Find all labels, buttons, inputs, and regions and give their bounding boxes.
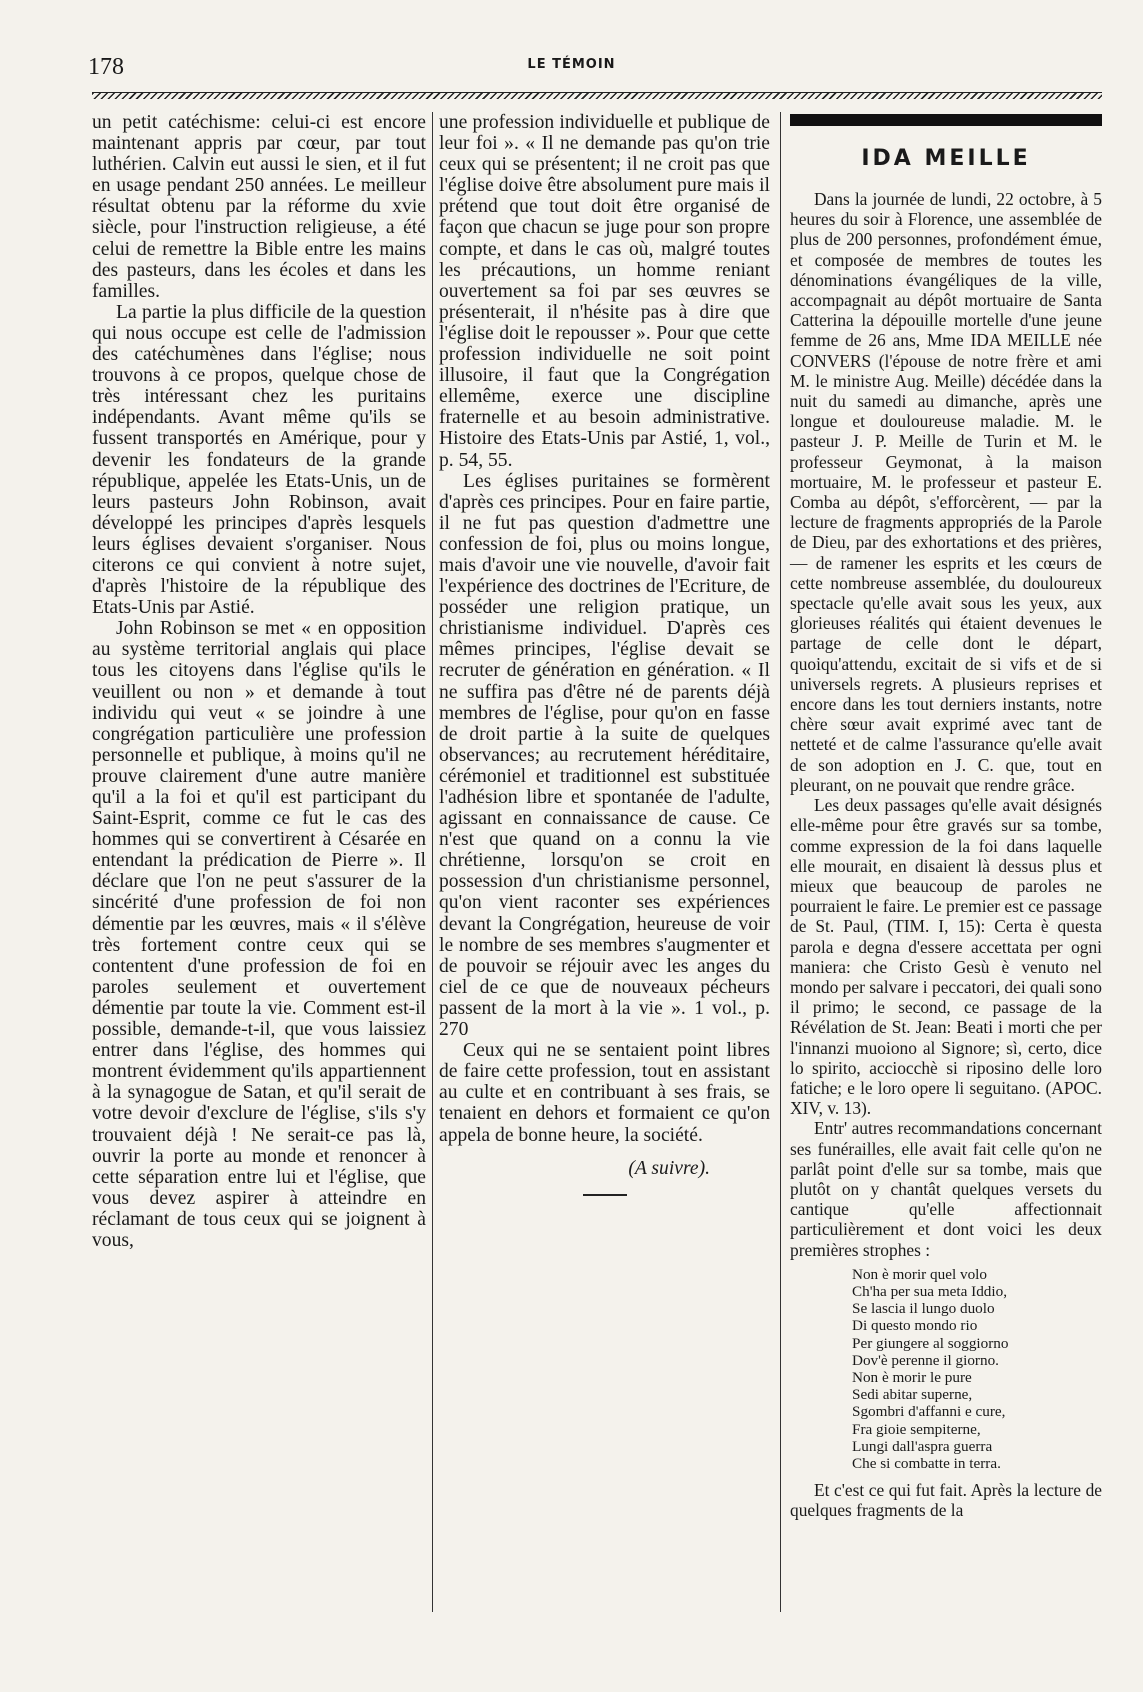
column-divider [432, 112, 433, 1612]
paragraph: Les deux passages qu'elle avait désignés elle-même pour être gravés sur sa tombe, comme expression de la foi dans laquelle elle mourait, en disaient là dessus plus et mieux que beaucoup de paroles ne pourraient le faire. Le premier est ce passage de St. Paul, (TIM. I, 15): Certa è questa parola e degna d'essere accettata per ogni maniera: che Cristo Gesù è venuto nel mondo per salvare i peccatori, dei quali sono il primo; le second, ce passage de la Révélation de St. Jean: Beati i morti che per l'innanzi muoiono al Signore; sì, certo, dice lo spirito, acciocchè si riposino delle loro fatiche; e le loro opere li seguitano. (APOC. XIV, v. 13). [790, 795, 1102, 1119]
paragraph: John Robinson se met « en opposition au système territorial anglais qui place tous les citoyens dans l'église qu'ils le veuillent ou non » et demande à tout individu qui veut « se joindre à une congrégation particulière une profession personnelle et publique, à moins qu'il ne prouve clairement d'une autre manière qu'il a la foi et qu'il est participant du Saint-Esprit, comme ce fut le cas des hommes qui se convertirent à Césarée en entendant la prédication de Pierre ». Il déclare que l'on ne peut s'assurer de la sincérité d'une profession de foi non démentie par les œuvres, mais « il s'élève très fortement contre ceux qui se contentent d'une profession de foi en paroles seulement et ouvertement démentie par toute la vie. Comment est-il possible, demande-t-il, que vous laissiez entrer dans l'église, des hommes qui montrent évidemment qu'ils appartiennent à la synagogue de Satan, et qu'il serait de votre devoir d'exclure de l'église, s'ils s'y trouvaient déjà ! Ne serait-ce pas là, ouvrir la porte au monde et renoncer à cette séparation entre lui et l'église, que vous devez aspirer à atteindre en réclamant de tous ceux qui se joignent à vous, [92, 618, 426, 1251]
page-number: 178 [88, 54, 124, 80]
obituary-title: IDA MEILLE [861, 146, 1031, 171]
poem-line: Se lascia il lungo duolo [852, 1300, 995, 1318]
mourning-bar [790, 114, 1102, 126]
header-rule [92, 92, 1102, 99]
column-1 [92, 112, 426, 1251]
column-3 [790, 112, 1102, 1521]
to-be-continued: (A suivre). [628, 1157, 710, 1179]
paragraph: Ceux qui ne se sentaient point libres de faire cette profession, tout en assistant au culte et en contribuant à ses frais, se tenaient en dehors et formaient ce qu'on appela de bonne heure, la société. [439, 1040, 770, 1146]
paragraph: Les églises puritaines se formèrent d'après ces principes. Pour en faire partie, il ne fut pas question d'admettre une confession de foi, plus ou moins longue, mais d'avoir une vie nouvelle, d'avoir fait l'expérience des doctrines de l'Ecriture, de posséder une religion pratique, un christianisme individuel. D'après ces mêmes principes, l'église devait se recruter de génération en génération. « Il ne suffira pas d'être né de parents déjà membres de l'église, pour qu'on en fasse de droit partie à la suite de quelques observances; au recrutement héréditaire, cérémoniel et traditionnel est substituée l'adhésion libre et spontanée de l'adulte, agissant en connaissance de cause. Ce n'est que quand on a connu la vie chrétienne, lorsqu'on se croit en possession d'un christianisme personnel, qu'on vient raconter ses expériences devant la Congrégation, heureuse de voir le nombre de ses membres s'augmenter et de pouvoir se réjouir avec les anges du ciel de ce que de nouveaux pécheurs passent de la mort à la vie ». 1 vol., p. 270 [439, 470, 770, 1041]
stanza [852, 1369, 1102, 1472]
poem-line: Dov'è perenne il giorno. [852, 1351, 999, 1369]
end-rule [583, 1194, 627, 1196]
poem-line: Lungi dall'aspra guerra [852, 1437, 993, 1455]
poem-line: Non è morir quel volo [852, 1265, 987, 1283]
paragraph: un petit catéchisme: celui-ci est encore maintenant appris par cœur, par tout luthérien. Calvin eut aussi le sien, et il fut en usage pendant 250 années. Le meilleur résultat obtenu par la réforme du xvie siècle, pour l'instruction religieuse, a été celui de remettre la Bible entre les mains des pasteurs, dans les écoles et dans les familles. [92, 112, 426, 302]
column-divider [780, 112, 781, 1612]
running-head: LE TÉMOIN [527, 57, 616, 72]
poem-line: Sgombri d'affanni e cure, [852, 1403, 1006, 1421]
paragraph: une profession individuelle et publique de leur foi ». « Il ne demande pas qu'on trie ceux qui se présentent; il ne croit pas que l'église doive être absolument pure mais il prétend que tout doit être organisé de façon que chacun se juge pour son propre compte, et dans le cas où, malgré toutes les précautions, un homme reniant ouvertement sa foi par ses œuvres se présenterait, il n'hésite pas à dire que l'église doit le repousser ». Pour que cette profession individuelle ne soit point illusoire, il faut que la Congrégation ellemême, exerce une discipline fraternelle et au besoin administrative. Histoire des Etats-Unis par Astié, 1, vol., p. 54, 55. [439, 112, 770, 471]
stanza [852, 1266, 1102, 1369]
column-2 [439, 112, 770, 1196]
poem-line: Fra gioie sempiterne, [852, 1420, 981, 1438]
paragraph: Entr' autres recommandations concernant ses funérailles, elle avait fait celle qu'on ne parlât point d'elle sur sa tombe, mais que plutôt on y chantât quelques versets du cantique qu'elle affectionnait particulièrement et dont voici les deux premières strophes : [790, 1118, 1102, 1260]
poem-line: Per giungere al soggiorno [852, 1334, 1009, 1352]
poem-line: Ch'ha per sua meta Iddio, [852, 1282, 1007, 1300]
paragraph: Et c'est ce qui fut fait. Après la lecture de quelques fragments de la [790, 1480, 1102, 1521]
poem-line: Di questo mondo rio [852, 1317, 978, 1335]
poem-line: Sedi abitar superne, [852, 1386, 973, 1404]
paragraph: La partie la plus difficile de la question qui nous occupe est celle de l'admission des catéchumènes dans l'église; nous trouvons à ce propos, quelque chose de très intéressant chez les puritains indépendants. Avant même qu'ils se fussent transportés en Amérique, pour y devenir les fondateurs de la grande république, appelée les Etats-Unis, un de leurs pasteurs John Robinson, avait développé les principes d'après lesquels leurs églises devaient s'organiser. Nous citerons ce qui convient à notre sujet, d'après l'histoire de la république des Etats-Unis par Astié. [92, 301, 426, 619]
hymn-verses [852, 1266, 1102, 1472]
paragraph: Dans la journée de lundi, 22 octobre, à 5 heures du soir à Florence, une assemblée de plus de 200 personnes, profondément émue, et composée de membres de toutes les dénominations évangéliques de la ville, accompagnait au dépôt mortuaire de Santa Catterina la dépouille mortelle d'une jeune femme de 26 ans, Mme IDA MEILLE née CONVERS (l'épouse de notre frère et ami M. le ministre Aug. Meille) décédée dans la nuit du samedi au dimanche, après une longue et douloureuse maladie. M. le pasteur J. P. Meille de Turin et M. le professeur Geymonat, à la maison mortuaire, M. le professeur et pasteur E. Comba au dépôt, s'efforcèrent, — par la lecture de fragments appropriés de la Parole de Dieu, par des exhortations et des prières, — de ramener les esprits et les cœurs de cette nombreuse assemblée, du douloureux spectacle qu'elle avait sous les yeux, aux glorieuses réalités qui étaient devenues le partage de celle dont le départ, quoiqu'attendu, excitait de si vifs et de si universels regrets. A plusieurs reprises et encore dans les tout derniers instants, notre chère sœur avait exprimé avec tant de netteté et de calme l'assurance qu'elle avait de son adoption en J. C. que, tout en pleurant, on ne pouvait que rendre grâce. [790, 189, 1102, 795]
poem-line: Non è morir le pure [852, 1368, 972, 1386]
poem-line: Che si combatte in terra. [852, 1455, 1001, 1472]
